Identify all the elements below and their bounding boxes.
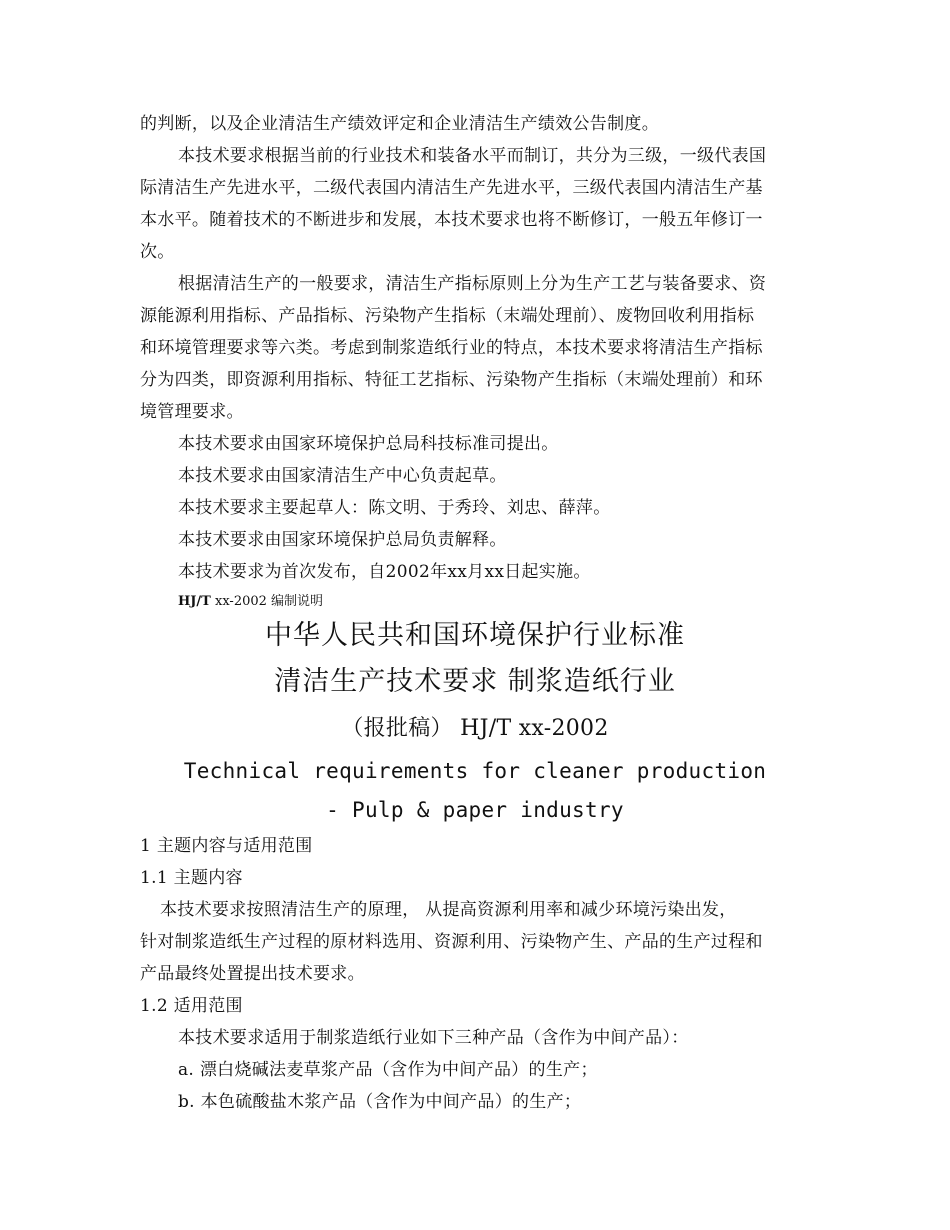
drafting-note: [178, 590, 820, 614]
note-code: HJ/T: [178, 594, 211, 609]
paragraph-line: 和环境管理要求等六类。考虑到制浆造纸行业的特点，本技术要求将清洁生产指标: [140, 338, 763, 358]
paragraph-line: 针对制浆造纸生产过程的原材料选用、资源利用、污染物产生、产品的生产过程和: [140, 932, 763, 952]
paragraph-line: 次。: [140, 242, 175, 262]
paragraph-line: 本技术要求适用于制浆造纸行业如下三种产品（含作为中间产品）：: [178, 1028, 689, 1048]
paragraph-line: 本水平。随着技术的不断进步和发展，本技术要求也将不断修订，一般五年修订一: [140, 210, 763, 230]
standard-title: 中华人民共和国环境保护行业标准: [265, 620, 685, 651]
list-item: a. 漂白烧碱法麦草浆产品（含作为中间产品）的生产；: [178, 1060, 598, 1080]
draft-status: （报批稿） HJ/T xx-2002: [341, 716, 609, 741]
paragraph-line: 根据清洁生产的一般要求，清洁生产指标原则上分为生产工艺与装备要求、资: [178, 274, 767, 294]
paragraph-line: 产品最终处置提出技术要求。: [140, 964, 365, 984]
paragraph-line: 源能源利用指标、产品指标、污染物产生指标（末端处理前）、废物回收利用指标: [140, 306, 755, 326]
paragraph-line: 本技术要求由国家环境保护总局科技标准司提出。: [178, 434, 559, 454]
english-title-line1: Technical requirements for cleaner production: [183, 759, 767, 783]
paragraph-line: 分为四类，即资源利用指标、特征工艺指标、污染物产生指标（末端处理前）和环: [140, 370, 763, 390]
paragraph-line: 本技术要求按照清洁生产的原理， 从提高资源利用率和减少环境污染出发，: [160, 900, 737, 920]
english-title-line2: - Pulp & paper industry: [326, 798, 624, 822]
subsection-heading: 1.2 适用范围: [140, 996, 243, 1016]
paragraph-line: 本技术要求为首次发布，自2002年xx月xx日起实施。: [178, 562, 591, 582]
subsection-heading: 1.1 主题内容: [140, 868, 243, 888]
paragraph-line: 际清洁生产先进水平，二级代表国内清洁生产先进水平，三级代表国内清洁生产基: [140, 178, 763, 198]
paragraph-line: 境管理要求。: [140, 402, 244, 422]
paragraph-line: 本技术要求根据当前的行业技术和装备水平而制订，共分为三级，一级代表国: [178, 146, 767, 166]
list-item: b. 本色硫酸盐木浆产品（含作为中间产品）的生产；: [178, 1092, 582, 1112]
section-heading: 1 主题内容与适用范围: [140, 836, 313, 856]
paragraph-line: 本技术要求主要起草人：陈文明、于秀玲、刘忠、薛萍。: [178, 498, 611, 518]
note-text: xx-2002 编制说明: [210, 594, 324, 609]
paragraph-line: 本技术要求由国家环境保护总局负责解释。: [178, 530, 507, 550]
standard-subtitle: 清洁生产技术要求 制浆造纸行业: [274, 666, 676, 697]
paragraph-line: 本技术要求由国家清洁生产中心负责起草。: [178, 466, 507, 486]
paragraph-line: 的判断，以及企业清洁生产绩效评定和企业清洁生产绩效公告制度。: [140, 114, 659, 134]
